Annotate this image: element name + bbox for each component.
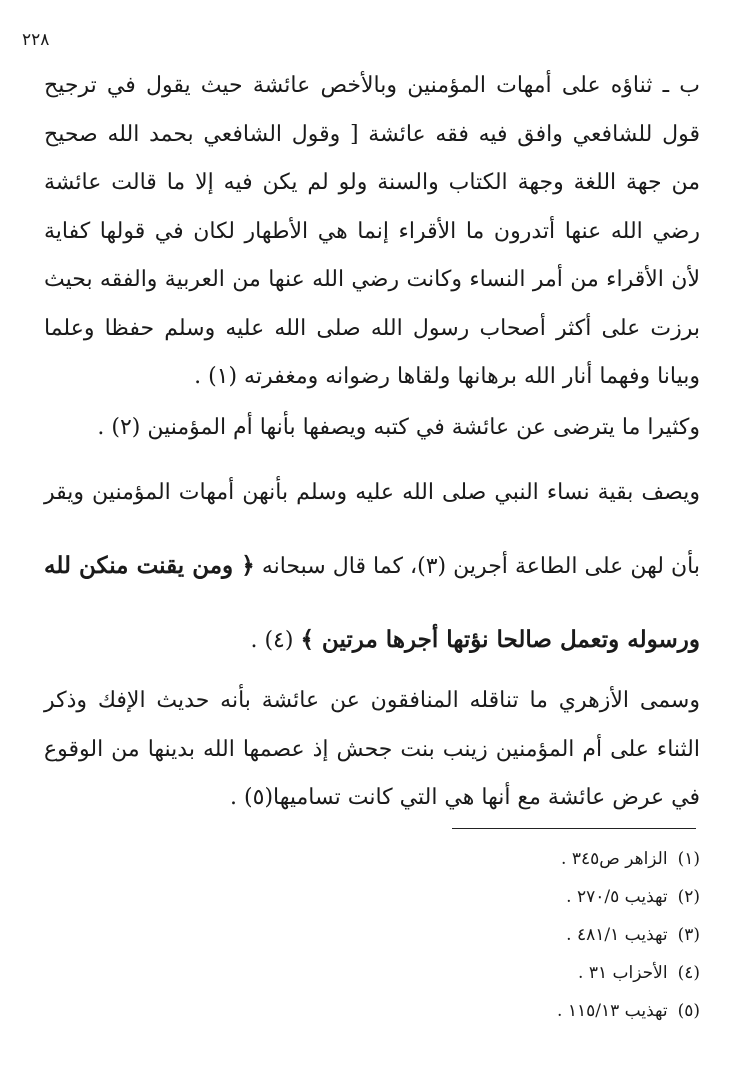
footnote-number: (١) — [677, 849, 700, 869]
paragraph-praise-wives: ب ـ ثناؤه على أمهات المؤمنين وبالأخص عائشة حيث يقول في ترجيح قول للشافعي وافق فيه فقه عائشة [ وقول الشافعي بحمد الله صحيح من جهة اللغة وجهة الكتاب والسنة ولو لم يكن فيه إلا ما قالت عائشة رضي الله عنها أتدرون ما الأقراء إنما هي الأطهار لكان في قولها كفاية لأن الأقراء من أمر النساء وكانت رضي الله عنها من العربية والفقه بحيث برزت على أكثر أصحاب رسول الله صلى الله عليه وسلم حفظا وعلما وبيانا وفهما أنار الله برهانها ولقاها رضوانه ومغفرته (١) . — [44, 73, 700, 389]
footnote-text: تهذيب ٢٧٠/٥ . — [566, 887, 668, 907]
footnote-ref-4: (٤) . — [250, 628, 294, 653]
paragraph-ifk: وسمى الأزهري ما تناقله المنافقون عن عائشة بأنه حديث الإفك وذكر الثناء على أم المؤمنين زينب بنت جحش إذ عصمها الله بدينها من الوقوع في عرض عائشة مع أنها هي التي كانت تساميها(٥) . — [44, 688, 700, 810]
footnote-item — [60, 992, 700, 1030]
footnote-item — [60, 916, 700, 954]
main-text — [44, 62, 700, 823]
paragraph-aisha-mother: وكثيرا ما يترضى عن عائشة في كتبه ويصفها بأنها أم المؤمنين (٢) . — [97, 414, 700, 440]
footnote-item — [60, 840, 700, 878]
paragraph-other-wives — [44, 456, 700, 677]
footnote-item — [60, 878, 700, 916]
footnote-text: تهذيب ١١٥/١٣ . — [557, 1001, 668, 1021]
footnote-number: (٥) — [677, 1001, 700, 1021]
paragraph-other-wives-intro: ويصف بقية نساء النبي صلى الله عليه وسلم بأنهن أمهات المؤمنين ويقر بأن لهن على الطاعة أجرين (٣)، كما قال سبحانه — [44, 480, 700, 579]
footnote-text: الأحزاب ٣١ . — [578, 963, 668, 983]
footnote-item — [60, 954, 700, 992]
footnote-divider — [452, 828, 696, 829]
footnote-number: (٢) — [677, 887, 700, 907]
page-number: ٢٢٨ — [22, 30, 50, 50]
footnote-number: (٤) — [677, 963, 700, 983]
footnotes — [60, 840, 700, 1030]
footnote-text: تهذيب ٤٨١/١ . — [566, 925, 668, 945]
footnote-text: الزاهر ص٣٤٥ . — [561, 849, 668, 869]
quran-verse: ﴿ ومن يقنت منكن لله ورسوله وتعمل صالحا نؤتها أجرها مرتين ﴾ — [44, 552, 700, 653]
footnote-number: (٣) — [677, 925, 700, 945]
